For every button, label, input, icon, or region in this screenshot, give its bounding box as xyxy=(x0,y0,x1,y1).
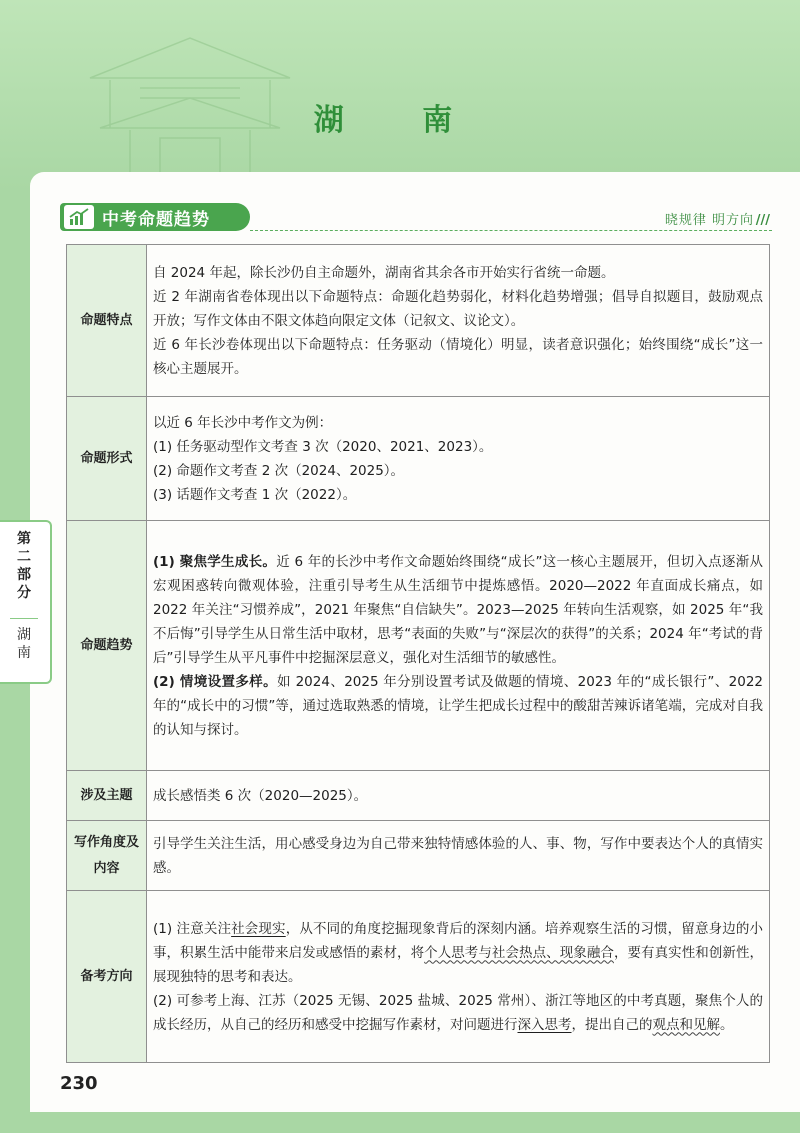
text-run: ，提出自己的 xyxy=(571,1016,653,1033)
table-row xyxy=(67,821,770,891)
table-row xyxy=(67,397,770,521)
text-run: ，要有真实性和创新性，展现独特的思考和表达。 xyxy=(153,944,764,985)
paragraph: (3) 话题作文考查 1 次（2022）。 xyxy=(153,486,357,503)
underlined-phrase: 深入思考 xyxy=(517,1016,572,1033)
paragraph: (1) 任务驱动型作文考查 3 次（2020、2021、2023）。 xyxy=(153,438,493,455)
paragraph: 近 2 年湖南省卷体现出以下命题特点：命题化趋势弱化，材料化趋势增强；倡导自拟题目，鼓励观点开放；写作文体由不限文体趋向限定文体（记叙文、议论文）。 xyxy=(153,288,763,329)
underlined-phrase: 社会现实 xyxy=(231,920,286,937)
row-label: 写作角度及内容 xyxy=(67,821,147,891)
row-content: 引导学生关注生活，用心感受身边为自己带来独特情感体验的人、事、物，写作中要表达个人的真情实感。 xyxy=(147,821,770,891)
header-divider xyxy=(250,230,772,231)
paragraph: 以近 6 年长沙中考作文为例： xyxy=(153,414,333,431)
row-content xyxy=(147,521,770,771)
bold-lead: (1) 聚焦学生成长。 xyxy=(153,553,277,570)
text-run: 。 xyxy=(720,1016,734,1033)
text-run: ，从不同的角度挖掘现象背后的深刻内涵。培养观察生活的习惯，留意身边的小事，积累生活中能带来启发或感悟的素材，将 xyxy=(153,920,764,961)
paragraph xyxy=(153,670,763,742)
row-label: 命题特点 xyxy=(67,245,147,397)
table-row xyxy=(67,891,770,1063)
bold-lead: (2) 情境设置多样。 xyxy=(153,673,278,690)
paragraph xyxy=(153,550,763,670)
row-label: 命题形式 xyxy=(67,397,147,521)
row-label: 命题趋势 xyxy=(67,521,147,771)
page-title: 湖 南 xyxy=(313,103,487,138)
page-number: 230 xyxy=(60,1073,98,1094)
wavy-underlined-phrase: 个人思考与社会热点、现象融合 xyxy=(424,944,614,961)
side-tab-divider xyxy=(10,618,38,619)
row-content xyxy=(147,397,770,521)
side-tab xyxy=(0,520,52,684)
table-row xyxy=(67,245,770,397)
paragraph: (2) 命题作文考查 2 次（2024、2025）。 xyxy=(153,462,405,479)
section-slogan: 晓规律 明方向 xyxy=(664,213,754,228)
wavy-underlined-phrase: 观点和见解 xyxy=(652,1016,720,1033)
exam-trend-table xyxy=(66,244,770,1063)
section-title: 中考命题趋势 xyxy=(102,209,210,230)
trend-chart-icon xyxy=(64,205,94,229)
paragraph: 自 2024 年起，除长沙仍自主命题外，湖南省其余各市开始实行省统一命题。 xyxy=(153,264,615,281)
row-label: 备考方向 xyxy=(67,891,147,1063)
table-row xyxy=(67,771,770,821)
paragraph-body: 近 6 年的长沙中考作文命题始终围绕“成长”这一核心主题展开，但切入点逐渐从宏观困惑转向微观体验，注重引导考生从生活细节中提炼感悟。2020—2022 年直面成长痛点，如 2022 年关注“习惯养成”，2021 年聚焦“自信缺失”。2023—2025 年转向生活观察，如 2025 年“我不后悔”引导学生从日常生活中取材，思考“表面的失败”与“深层次的获得”的关系；2024 年“考试的背后”引导学生从平凡事件中挖掘深层意义，强化对生活细节的敏感性。 xyxy=(153,553,763,666)
side-tab-part: 第二部分 xyxy=(17,531,31,601)
text-run: (1) 注意关注 xyxy=(153,920,232,937)
section-title-pill xyxy=(60,203,250,231)
text-run: (2) 可参考上海、江苏（2025 无锡、2025 盐城、2025 常州）、浙江等地区的中考真题，聚焦个人的成长经历，从自己的经历和感受中挖掘写作素材，对问题进行 xyxy=(153,992,763,1033)
table-row xyxy=(67,521,770,771)
row-content xyxy=(147,245,770,397)
paragraph: 近 6 年长沙卷体现出以下命题特点：任务驱动（情境化）明显，读者意识强化；始终围绕“成长”这一核心主题展开。 xyxy=(153,336,763,377)
paragraph xyxy=(153,917,763,989)
slash-marks: /// xyxy=(755,213,770,228)
row-content xyxy=(147,891,770,1063)
paragraph xyxy=(153,989,763,1037)
paragraph-body: 如 2024、2025 年分别设置考试及做题的情境、2023 年的“成长银行”、2022 年的“成长中的习惯”等，通过选取熟悉的情境，让学生把成长过程中的酸甜苦辣诉诸笔端，完成对自我的认知与探讨。 xyxy=(153,673,763,738)
row-label: 涉及主题 xyxy=(67,771,147,821)
row-content: 成长感悟类 6 次（2020—2025）。 xyxy=(147,771,770,821)
side-tab-province: 湖南 xyxy=(17,627,31,661)
top-banner xyxy=(0,0,800,190)
section-header xyxy=(60,203,772,231)
